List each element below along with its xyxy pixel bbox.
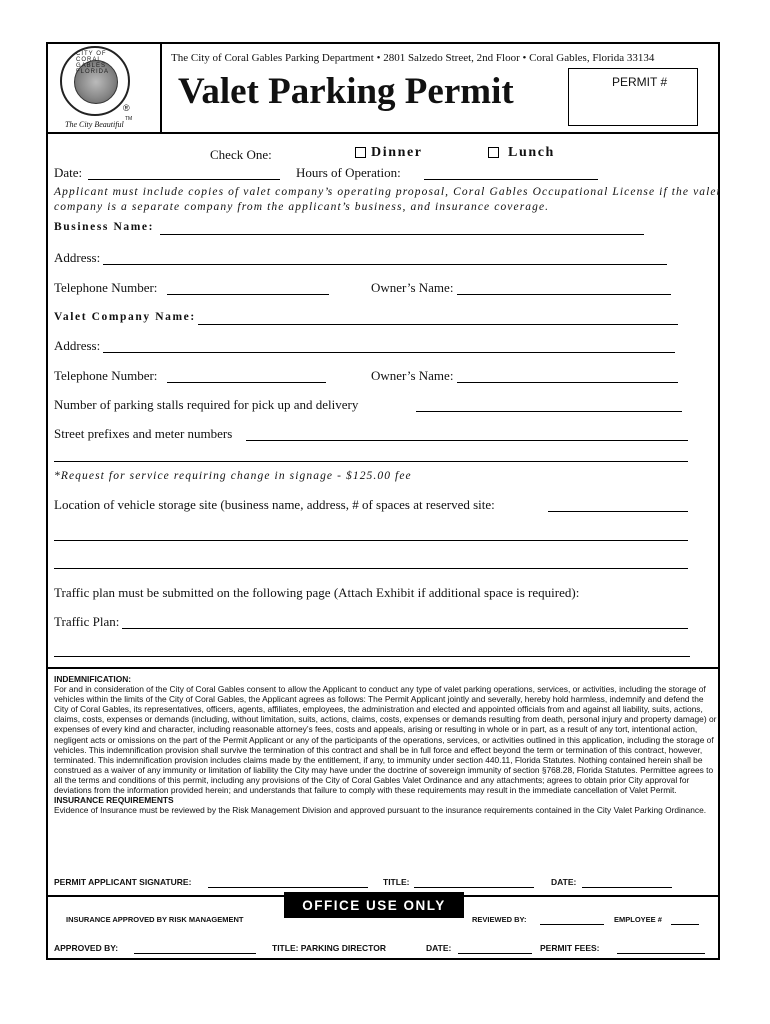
- business-telephone-label: Telephone Number:: [54, 280, 158, 295]
- applicant-title-field[interactable]: [414, 887, 534, 888]
- dinner-label: Dinner: [371, 145, 423, 160]
- indemnification-text: For and in consideration of the City of Coral Gables consent to allow the Applicant to conduct any type of valet parking operations, services, or activities, including the storage of vehicles within the limits of the City of Coral Gables, the Applicant agrees as follows: The Permit Applicant jointly and severally, hereby hold harmless, indemnify and defend the City of Coral Gables, its representatives, officers, agents, affiliates, employees, the administration and elected and appointed officials from and against all liability, suits, actions, claims, costs, expenses or demands (including, without limitation, suits, actions, claims, costs, expenses or demands resulting from death, personal injury and property damage) or expenses of every kind and character, including reasonable attorney’s fees, costs and appeals, arising or resulting in whole or in part, as a result of any tort, intentional action, negligent acts or omissions on the part of the Permit Applicant or any of the participants of the operations, services, or activities outlined in this application, including the storage of vehicles. This indemnification provision shall survive the termination of this contract and shall be in full force and effect beyond the term or termination of this contract, however, terminated. This indemnification provision includes claims made by the entitlement, if any, to immunity under section 440.11, Florida Statutes. Nothing contained herein shall be construed as a waiver of any immunity or limitation of liability the City may have under the doctrine of sovereign immunity of section §768.28, Florida Statutes. Permittee agrees to all the terms and conditions of this permit, including any provisions of the City of Coral Gables Valet Ordinance and any attachments; agrees to obtain prior City approval for deviations from the information provided herein; and understands that failure to comply with these requirements may result in the immediate cancellation of Valet Permit.: [54, 684, 717, 796]
- city-tagline: The City Beautiful: [65, 120, 124, 129]
- insurance-approved-label: INSURANCE APPROVED BY RISK MANAGEMENT: [66, 915, 244, 924]
- parking-stalls-label: Number of parking stalls required for pick up and delivery: [54, 397, 359, 412]
- business-address-field[interactable]: [103, 264, 667, 265]
- permit-number-label: PERMIT #: [612, 75, 668, 89]
- trademark-mark: TM: [125, 116, 133, 122]
- office-date-label: DATE:: [426, 943, 452, 953]
- storage-location-field[interactable]: [548, 511, 688, 512]
- instructions-line-1: Applicant must include copies of valet company’s operating proposal, Coral Gables Occupational License if the valet: [54, 186, 721, 198]
- indemnification-heading: INDEMNIFICATION:: [54, 674, 132, 684]
- employee-number-label: EMPLOYEE #: [614, 915, 662, 924]
- valet-address-label: Address:: [54, 338, 101, 353]
- approved-by-field[interactable]: [134, 953, 256, 954]
- valet-owner-label: Owner’s Name:: [371, 368, 454, 383]
- lunch-checkbox[interactable]: [488, 147, 499, 158]
- date-field[interactable]: [88, 179, 280, 180]
- business-owner-field[interactable]: [457, 294, 671, 295]
- street-prefixes-field-2[interactable]: [54, 461, 688, 462]
- employee-number-field[interactable]: [671, 924, 699, 925]
- date-label: Date:: [54, 165, 83, 180]
- legal-section: [54, 674, 718, 815]
- traffic-plan-field[interactable]: [122, 628, 688, 629]
- traffic-plan-note: Traffic plan must be submitted on the following page (Attach Exhibit if additional space is required):: [54, 585, 580, 600]
- director-title-label: TITLE: PARKING DIRECTOR: [272, 943, 386, 953]
- valet-company-field[interactable]: [198, 324, 678, 325]
- valet-telephone-field[interactable]: [167, 382, 326, 383]
- street-prefixes-label: Street prefixes and meter numbers: [54, 426, 233, 441]
- dinner-checkbox[interactable]: [355, 147, 366, 158]
- signage-fee-note: *Request for service requiring change in signage - $125.00 fee: [54, 470, 412, 482]
- parking-stalls-field[interactable]: [416, 411, 682, 412]
- insurance-heading: INSURANCE REQUIREMENTS: [54, 795, 174, 806]
- office-use-banner: OFFICE USE ONLY: [284, 892, 464, 918]
- permit-fees-field[interactable]: [617, 953, 705, 954]
- hours-field[interactable]: [424, 179, 598, 180]
- business-owner-label: Owner’s Name:: [371, 280, 454, 295]
- business-address-label: Address:: [54, 250, 101, 265]
- approved-by-label: APPROVED BY:: [54, 943, 119, 953]
- hours-label: Hours of Operation:: [296, 165, 401, 180]
- applicant-signature-field[interactable]: [208, 887, 368, 888]
- valet-owner-field[interactable]: [457, 382, 678, 383]
- traffic-plan-label: Traffic Plan:: [54, 614, 120, 629]
- business-name-label: Business Name:: [54, 221, 155, 233]
- registered-mark: ®: [123, 103, 130, 113]
- valet-address-field[interactable]: [103, 352, 675, 353]
- permit-fees-label: PERMIT FEES:: [540, 943, 600, 953]
- applicant-signature-label: PERMIT APPLICANT SIGNATURE:: [54, 877, 192, 887]
- storage-location-field-3[interactable]: [54, 568, 688, 569]
- street-prefixes-field[interactable]: [246, 440, 688, 441]
- header-divider: [160, 44, 162, 132]
- applicant-date-label: DATE:: [551, 877, 577, 887]
- header-bottom-rule: [48, 132, 718, 134]
- seal-text: CITY OF CORAL GABLES FLORIDA: [76, 51, 110, 75]
- instructions-line-2: company is a separate company from the applicant’s business, and insurance coverage.: [54, 201, 550, 213]
- valet-company-label: Valet Company Name:: [54, 311, 196, 323]
- lunch-label: Lunch: [508, 145, 555, 160]
- applicant-title-label: TITLE:: [383, 877, 410, 887]
- reviewed-by-field[interactable]: [540, 924, 604, 925]
- storage-location-label: Location of vehicle storage site (business name, address, # of spaces at reserved site:: [54, 497, 495, 512]
- traffic-plan-field-2[interactable]: [54, 656, 690, 657]
- insurance-text: Evidence of Insurance must be reviewed by the Risk Management Division and approved pursuant to the insurance requirements contained in the City Valet Parking Ordinance.: [54, 805, 707, 816]
- check-one-label: Check One:: [210, 147, 272, 162]
- business-telephone-field[interactable]: [167, 294, 329, 295]
- storage-location-field-2[interactable]: [54, 540, 688, 541]
- applicant-date-field[interactable]: [582, 887, 672, 888]
- city-seal-icon: [60, 46, 130, 116]
- reviewed-by-label: REVIEWED BY:: [472, 915, 527, 924]
- business-name-field[interactable]: [160, 234, 644, 235]
- legal-section-divider: [48, 667, 718, 669]
- valet-telephone-label: Telephone Number:: [54, 368, 158, 383]
- page-title: Valet Parking Permit: [178, 71, 514, 112]
- department-address: The City of Coral Gables Parking Department • 2801 Salzedo Street, 2nd Floor • Coral Gables, Florida 33134: [171, 52, 655, 64]
- office-date-field[interactable]: [458, 953, 532, 954]
